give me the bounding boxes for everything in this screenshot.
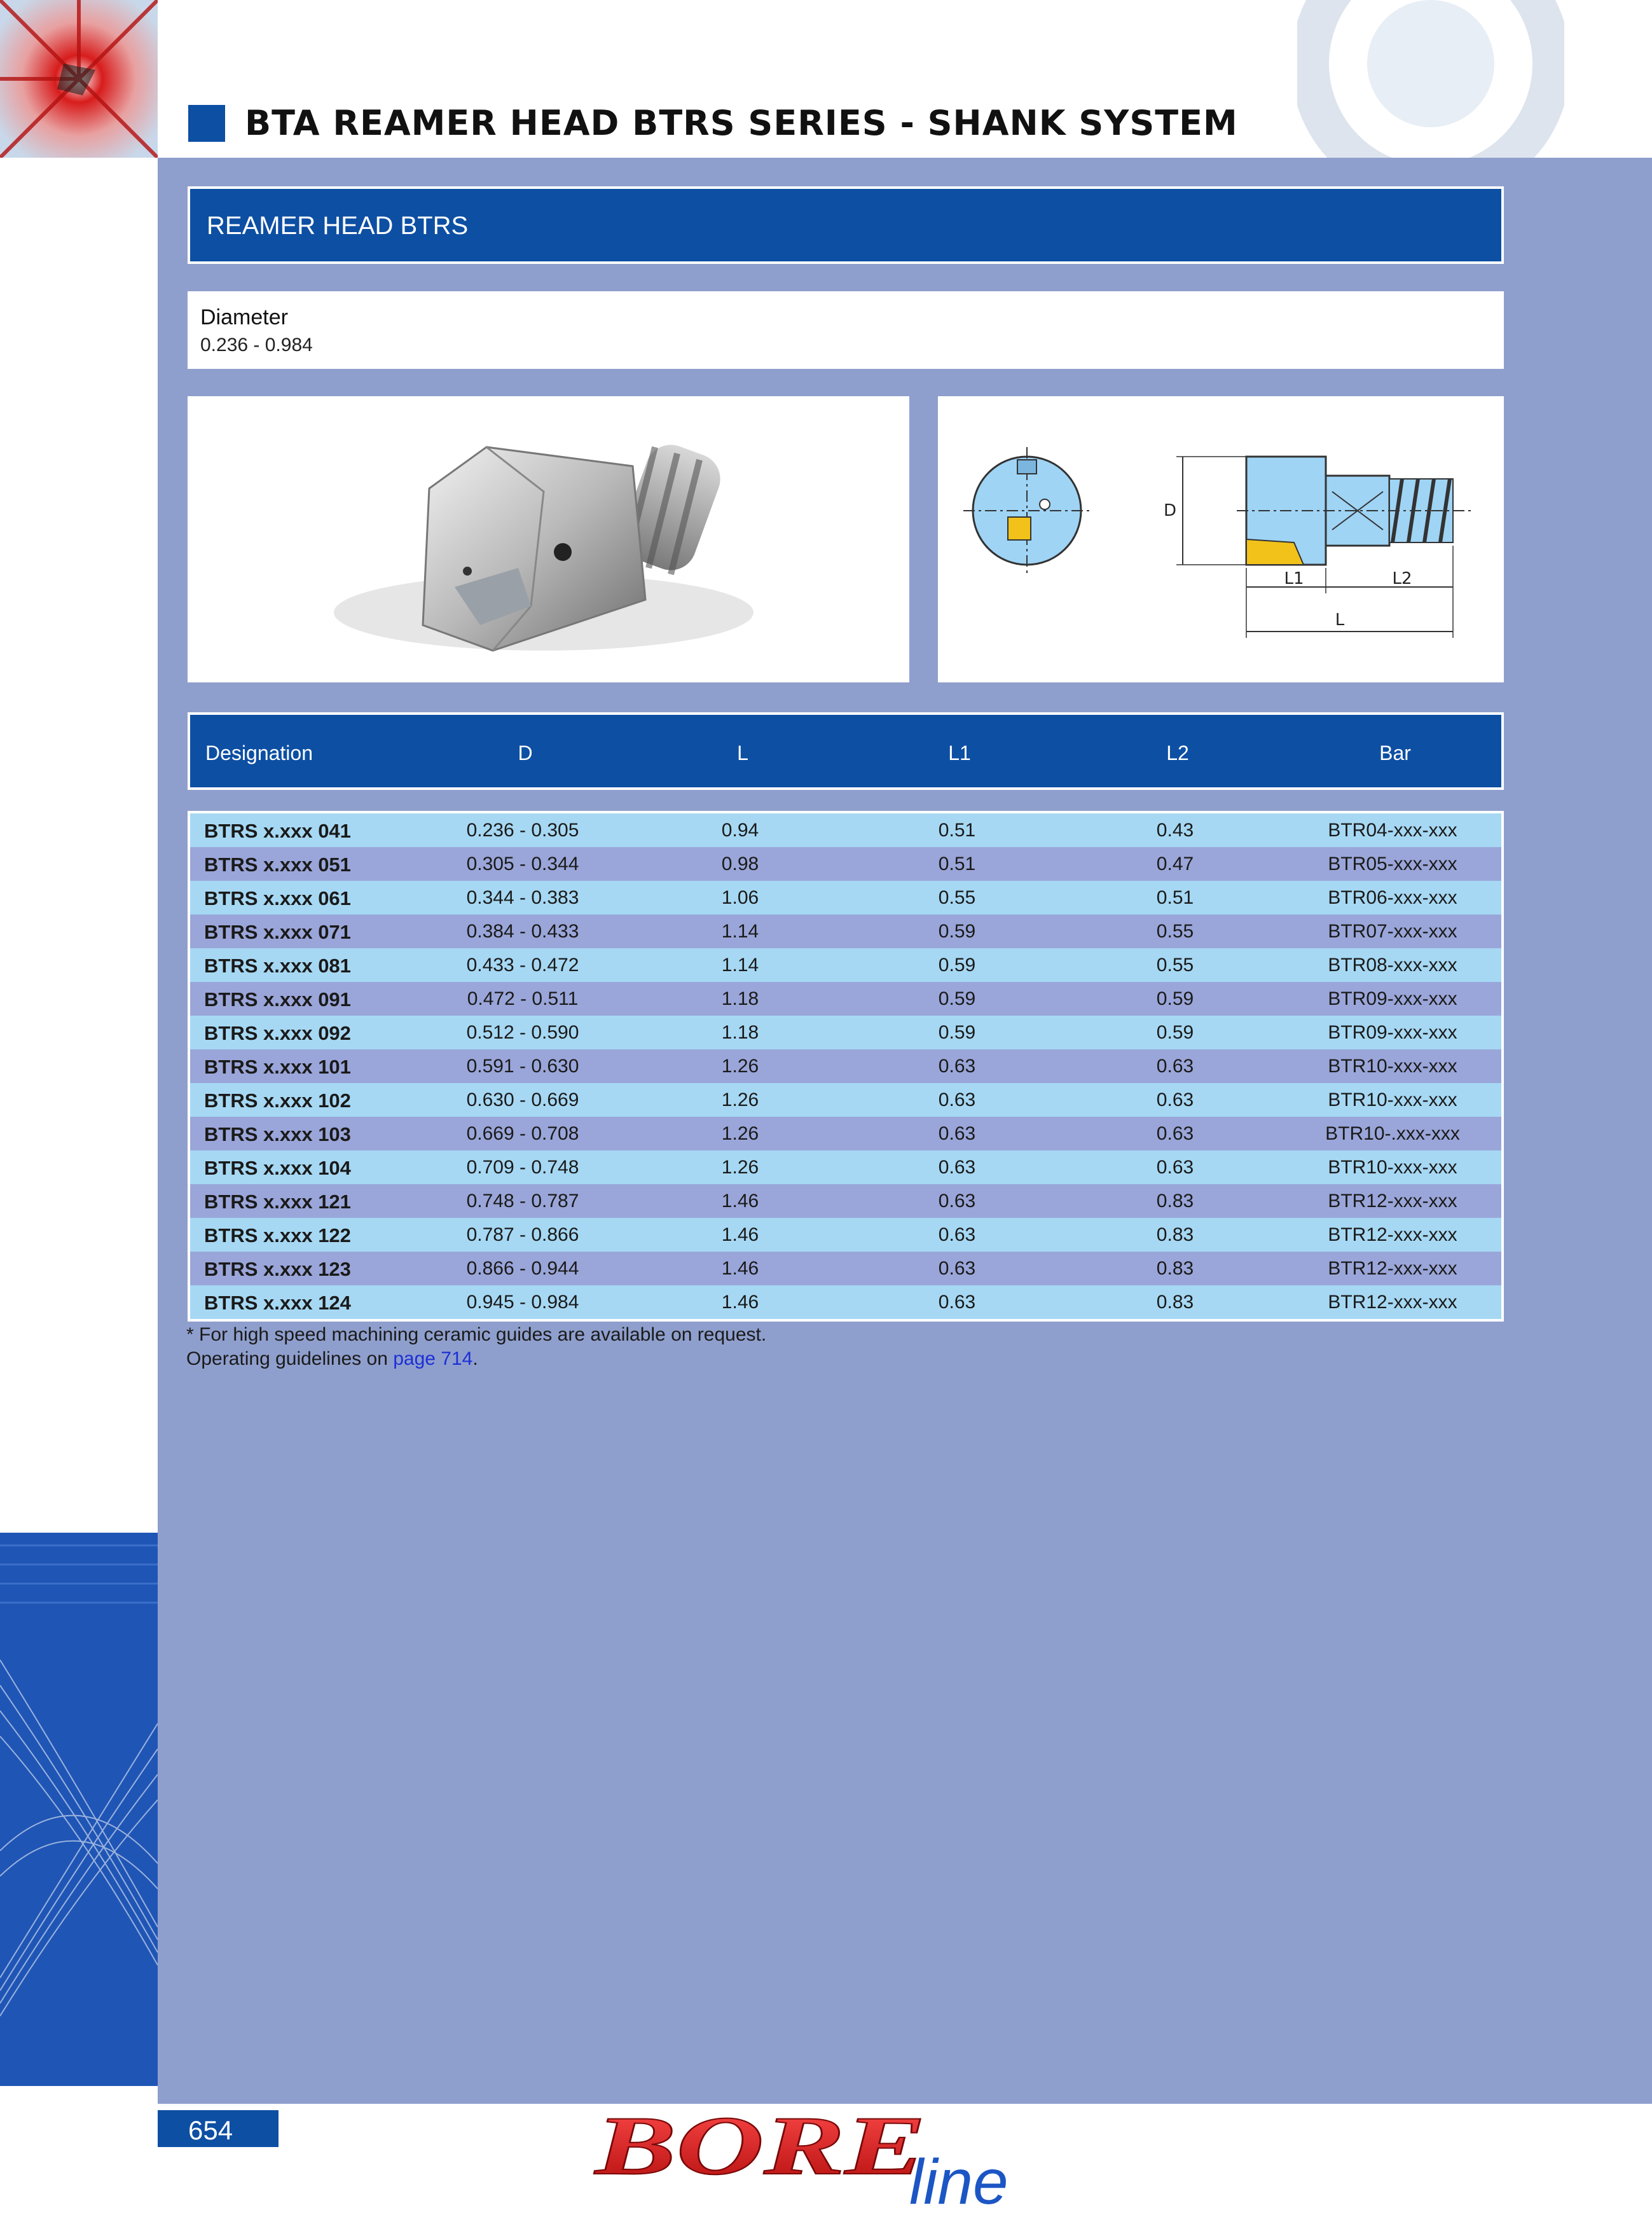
- cell-l1: 0.63: [938, 1191, 976, 1212]
- cell-designation: BTRS x.xxx 092: [204, 1022, 351, 1044]
- cell-d: 0.945 - 0.984: [466, 1292, 579, 1313]
- cell-l1: 0.51: [938, 820, 976, 841]
- cell-l1: 0.63: [938, 1258, 976, 1279]
- cell-l1: 0.63: [938, 1292, 976, 1313]
- table-row: [190, 1016, 1501, 1049]
- cell-l1: 0.63: [938, 1224, 976, 1245]
- cell-designation: BTRS x.xxx 102: [204, 1089, 351, 1112]
- cell-l1: 0.59: [938, 988, 976, 1009]
- table-row: [190, 847, 1501, 881]
- boreline-logo: [591, 2099, 1100, 2213]
- header-bar: Bar: [1379, 742, 1411, 764]
- cell-l2: 0.63: [1156, 1123, 1194, 1144]
- footnote-ceramic-guides: * For high speed machining ceramic guides are available on request.: [186, 1324, 767, 1345]
- cell-l1: 0.59: [938, 1022, 976, 1043]
- cell-l1: 0.51: [938, 853, 976, 874]
- cell-d: 0.591 - 0.630: [466, 1056, 579, 1077]
- cell-bar: BTR10-xxx-xxx: [1328, 1089, 1457, 1110]
- cell-d: 0.384 - 0.433: [466, 921, 579, 942]
- logo-main-text: BORE: [593, 2099, 926, 2192]
- header-l1: L1: [948, 742, 971, 764]
- cell-d: 0.709 - 0.748: [466, 1157, 579, 1178]
- cell-bar: BTR12-xxx-xxx: [1328, 1191, 1457, 1212]
- table-row: [190, 881, 1501, 915]
- diameter-value: 0.236 - 0.984: [200, 335, 313, 356]
- cell-designation: BTRS x.xxx 061: [204, 887, 351, 909]
- cell-l2: 0.43: [1156, 820, 1194, 841]
- footnote-prefix: Operating guidelines on: [186, 1348, 394, 1369]
- cell-l: 0.94: [721, 820, 759, 841]
- cell-designation: BTRS x.xxx 121: [204, 1191, 351, 1213]
- cell-bar: BTR08-xxx-xxx: [1328, 955, 1457, 976]
- cell-designation: BTRS x.xxx 123: [204, 1258, 351, 1280]
- table-row: [190, 1117, 1501, 1150]
- page-number-box: [158, 2110, 279, 2147]
- cell-l: 1.14: [721, 955, 759, 976]
- cell-d: 0.748 - 0.787: [466, 1191, 579, 1212]
- cell-l2: 0.59: [1156, 1022, 1194, 1043]
- cell-l1: 0.63: [938, 1157, 976, 1178]
- dimension-d-label: D: [1163, 501, 1176, 520]
- page-number: 654: [188, 2115, 233, 2145]
- cell-l: 1.18: [721, 1022, 759, 1043]
- cell-l2: 0.83: [1156, 1224, 1194, 1245]
- cell-l: 1.46: [721, 1258, 759, 1279]
- table-row: [190, 1285, 1501, 1319]
- cell-l1: 0.63: [938, 1089, 976, 1110]
- table-row: [190, 915, 1501, 948]
- cell-designation: BTRS x.xxx 041: [204, 820, 351, 842]
- table-row: [190, 813, 1501, 847]
- header-l: L: [737, 742, 748, 764]
- cell-l1: 0.63: [938, 1056, 976, 1077]
- cell-d: 0.512 - 0.590: [466, 1022, 579, 1043]
- cell-l2: 0.63: [1156, 1056, 1194, 1077]
- cell-l: 1.26: [721, 1089, 759, 1110]
- cell-designation: BTRS x.xxx 071: [204, 921, 351, 943]
- cell-designation: BTRS x.xxx 122: [204, 1224, 351, 1247]
- section-title: REAMER HEAD BTRS: [207, 212, 469, 240]
- cell-designation: BTRS x.xxx 104: [204, 1157, 351, 1179]
- footnote-suffix: .: [472, 1348, 478, 1369]
- cell-l2: 0.83: [1156, 1191, 1194, 1212]
- table-row: [190, 1083, 1501, 1117]
- cell-l2: 0.47: [1156, 853, 1194, 874]
- technical-drawing: [938, 396, 1504, 682]
- logo-sub-text: line: [909, 2146, 1008, 2213]
- cell-l1: 0.55: [938, 887, 976, 908]
- footnote-operating-guidelines: [186, 1348, 478, 1370]
- cell-l2: 0.63: [1156, 1089, 1194, 1110]
- cell-designation: BTRS x.xxx 101: [204, 1056, 351, 1078]
- cell-d: 0.787 - 0.866: [466, 1224, 579, 1245]
- cell-l: 1.26: [721, 1056, 759, 1077]
- cell-d: 0.305 - 0.344: [466, 853, 579, 874]
- diameter-label: Diameter: [200, 305, 288, 329]
- cell-d: 0.344 - 0.383: [466, 887, 579, 908]
- section-header: [188, 186, 1504, 264]
- table-row: [190, 1252, 1501, 1285]
- cell-d: 0.866 - 0.944: [466, 1258, 579, 1279]
- table-row: [190, 948, 1501, 982]
- cell-designation: BTRS x.xxx 103: [204, 1123, 351, 1145]
- table-row: [190, 1150, 1501, 1184]
- cell-bar: BTR12-xxx-xxx: [1328, 1292, 1457, 1313]
- cell-l: 1.46: [721, 1224, 759, 1245]
- table-row: [190, 1218, 1501, 1252]
- cell-bar: BTR05-xxx-xxx: [1328, 853, 1457, 874]
- header-designation: Designation: [205, 742, 313, 764]
- header-d: D: [518, 742, 533, 764]
- cell-bar: BTR07-xxx-xxx: [1328, 921, 1457, 942]
- cell-designation: BTRS x.xxx 051: [204, 853, 351, 876]
- cell-bar: BTR10-xxx-xxx: [1328, 1157, 1457, 1178]
- cell-l2: 0.59: [1156, 988, 1194, 1009]
- cell-l2: 0.55: [1156, 921, 1194, 942]
- corner-burst-image: [0, 0, 158, 158]
- watermark-circle-icon: [1297, 0, 1564, 158]
- cell-d: 0.433 - 0.472: [466, 955, 579, 976]
- dimension-l2-label: L2: [1392, 569, 1412, 588]
- cell-l: 0.98: [721, 853, 759, 874]
- table-row: [190, 982, 1501, 1016]
- table-row: [190, 1049, 1501, 1083]
- cell-l2: 0.63: [1156, 1157, 1194, 1178]
- diameter-box: [188, 291, 1504, 369]
- cell-l: 1.26: [721, 1123, 759, 1144]
- page-link[interactable]: page 714: [393, 1348, 473, 1369]
- cell-l: 1.46: [721, 1191, 759, 1212]
- header-l2: L2: [1166, 742, 1189, 764]
- cell-bar: BTR09-xxx-xxx: [1328, 988, 1457, 1009]
- cell-l: 1.26: [721, 1157, 759, 1178]
- cell-l1: 0.59: [938, 955, 976, 976]
- cell-bar: BTR10-.xxx-xxx: [1325, 1123, 1460, 1144]
- cell-bar: BTR04-xxx-xxx: [1328, 820, 1457, 841]
- cell-bar: BTR12-xxx-xxx: [1328, 1258, 1457, 1279]
- table-header: [188, 712, 1504, 790]
- cell-l1: 0.63: [938, 1123, 976, 1144]
- cell-bar: BTR09-xxx-xxx: [1328, 1022, 1457, 1043]
- cell-l: 1.46: [721, 1292, 759, 1313]
- cell-l2: 0.83: [1156, 1292, 1194, 1313]
- title-square-marker: [188, 105, 225, 142]
- cell-bar: BTR06-xxx-xxx: [1328, 887, 1457, 908]
- page-title: BTA REAMER HEAD BTRS SERIES - SHANK SYSTEM: [245, 103, 1238, 143]
- cell-d: 0.236 - 0.305: [466, 820, 579, 841]
- cell-l2: 0.55: [1156, 955, 1194, 976]
- cell-l: 1.14: [721, 921, 759, 942]
- cell-l1: 0.59: [938, 921, 976, 942]
- wave-pattern-image: [0, 1533, 158, 2086]
- cell-l2: 0.83: [1156, 1258, 1194, 1279]
- cell-bar: BTR12-xxx-xxx: [1328, 1224, 1457, 1245]
- cell-d: 0.472 - 0.511: [467, 988, 579, 1009]
- cell-l: 1.06: [721, 887, 759, 908]
- cell-d: 0.630 - 0.669: [466, 1089, 579, 1110]
- dimension-l-label: L: [1335, 611, 1345, 630]
- cell-d: 0.669 - 0.708: [466, 1123, 579, 1144]
- cell-designation: BTRS x.xxx 081: [204, 955, 351, 977]
- cell-l: 1.18: [721, 988, 759, 1009]
- cell-bar: BTR10-xxx-xxx: [1328, 1056, 1457, 1077]
- product-photo: [188, 396, 909, 682]
- cell-l2: 0.51: [1156, 887, 1194, 908]
- dimension-l1-label: L1: [1284, 569, 1304, 588]
- cell-designation: BTRS x.xxx 124: [204, 1292, 351, 1314]
- cell-designation: BTRS x.xxx 091: [204, 988, 351, 1011]
- table-row: [190, 1184, 1501, 1218]
- data-table: [188, 811, 1504, 1322]
